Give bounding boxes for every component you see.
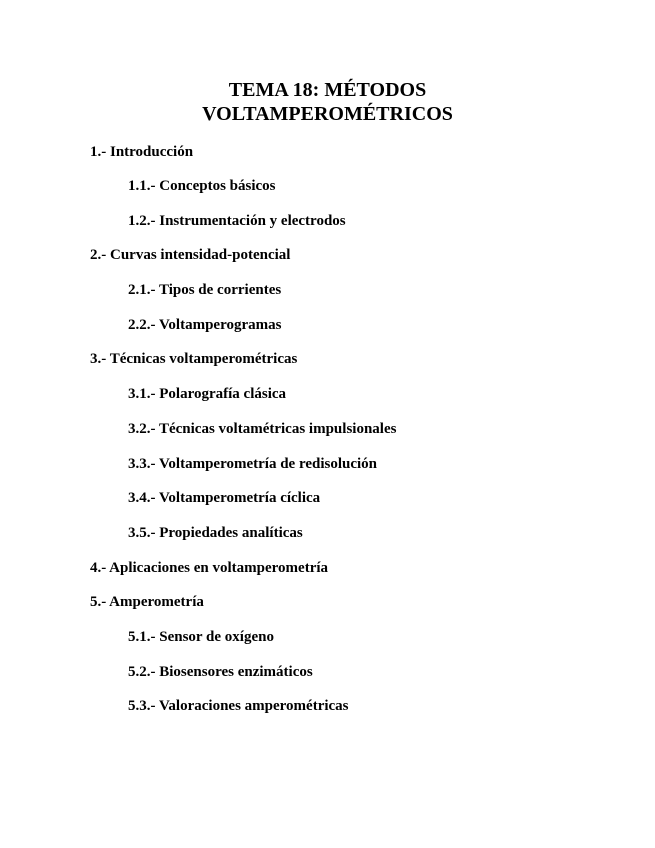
toc-subsection-3-5: 3.5.- Propiedades analíticas xyxy=(128,525,303,541)
page-title xyxy=(0,78,655,126)
title-line-2: VOLTAMPEROMÉTRICOS xyxy=(202,103,453,125)
toc-subsection-1-2: 1.2.- Instrumentación y electrodos xyxy=(128,213,346,229)
toc-section-4: 4.- Aplicaciones en voltamperometría xyxy=(90,560,329,576)
toc-section-1: 1.- Introducción xyxy=(90,144,194,160)
toc-subsection-5-2: 5.2.- Biosensores enzimáticos xyxy=(128,664,313,680)
toc-subsection-5-3: 5.3.- Valoraciones amperométricas xyxy=(128,698,349,714)
toc-section-3: 3.- Técnicas voltamperométricas xyxy=(90,351,298,367)
toc-subsection-2-2: 2.2.- Voltamperogramas xyxy=(128,317,282,333)
toc-subsection-3-3: 3.3.- Voltamperometría de redisolución xyxy=(128,456,378,472)
toc-subsection-3-1: 3.1.- Polarografía clásica xyxy=(128,386,287,402)
toc-subsection-3-4: 3.4.- Voltamperometría cíclica xyxy=(128,490,321,506)
toc-subsection-1-1: 1.1.- Conceptos básicos xyxy=(128,178,276,194)
toc-subsection-2-1: 2.1.- Tipos de corrientes xyxy=(128,282,282,298)
toc-subsection-5-1: 5.1.- Sensor de oxígeno xyxy=(128,629,274,645)
toc-section-5: 5.- Amperometría xyxy=(90,594,204,610)
title-line-1: TEMA 18: MÉTODOS xyxy=(228,79,427,101)
toc-section-2: 2.- Curvas intensidad-potencial xyxy=(90,247,291,263)
toc-subsection-3-2: 3.2.- Técnicas voltamétricas impulsionales xyxy=(128,421,397,437)
